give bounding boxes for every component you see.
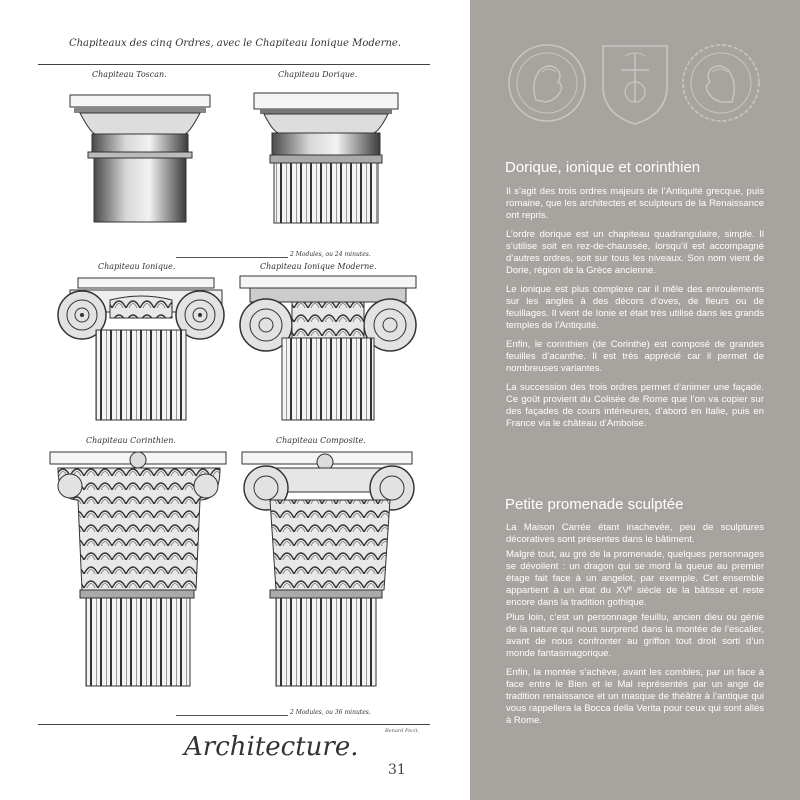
paragraph: La Maison Carrée étant inachevée, peu de sculptures décoratives sont présentes dans le bâtiment. [506, 522, 764, 545]
plate-bottom-rule [38, 724, 430, 725]
label-ionique: Chapiteau Ionique. [98, 262, 176, 271]
scale-label-bottom: 2 Modules, ou 36 minutes. [290, 709, 371, 716]
section-heading-orders: Dorique, ionique et corinthien [505, 159, 701, 176]
scale-label-top: 2 Modules, ou 24 minutes. [290, 251, 371, 258]
ionique-capital [58, 278, 224, 420]
paragraph: Il s’agit des trois ordres majeurs de l’Antiquité grecque, puis romaine, que les architectes et sculpteurs de la Renaissance ont repris. [506, 186, 764, 221]
profile-medallion-icon [506, 42, 588, 124]
corinthien-capital [50, 452, 226, 686]
page-number: 31 [388, 762, 406, 778]
dorique-capital [254, 93, 398, 223]
label-ionique-moderne: Chapiteau Ionique Moderne. [260, 262, 377, 271]
paragraph: Enfin, la montée s’achève, avant les combles, par un face à face entre le Bien et le Mal représentés par un ange de tradition renaissance et un masque de théâtre à l’antique qui vous rappellera la Bocca della Verita pour ceux qui sont allés à Rome. [506, 667, 764, 726]
paragraph: Le ionique est plus complexe car il mêle des enroulements sur les angles à des décors d’oves, de fleurs ou de feuillages. Il vient de Ionie et était très utilisé dans les grands temples de l’Antiquité. [506, 284, 764, 331]
paragraph: La succession des trois ordres permet d’animer une façade. Ce goût provient du Colisée de Rome que l’on va copier sur des façades de cours intérieures, d’abord en Italie, puis en France via le château d’Amboise. [506, 382, 764, 429]
paragraph: L’ordre dorique est un chapiteau quadrangulaire, simple. Il s’utilise soit en rez-de-chaussée, lorsqu’il est accompagné d’autres ordres, soit sur tous les niveaux. Son nom vient de Dorie, région de la Grèce ancienne. [506, 229, 764, 276]
section-promenade-text [506, 522, 764, 734]
plate-footer-title: Architecture. [184, 732, 359, 762]
profile-medallion-icon [680, 42, 762, 124]
label-toscan: Chapiteau Toscan. [92, 70, 167, 79]
engraver-signature: Benard Fecit. [385, 728, 420, 734]
toscan-capital [70, 95, 210, 222]
label-dorique: Chapiteau Dorique. [278, 70, 358, 79]
section-heading-promenade: Petite promenade sculptée [505, 496, 684, 513]
heraldic-shield-icon [597, 40, 673, 128]
composite-capital [242, 452, 414, 686]
paragraph: Enfin, le corinthien (de Corinthe) est composé de grandes feuilles d’acanthe. Il est très apprécié car il permet de nombreuses variantes. [506, 339, 764, 374]
label-corinthien: Chapiteau Corinthien. [86, 436, 176, 445]
paragraph: Plus loin, c’est un personnage feuillu, ancien dieu ou génie de la nature qui nous surprend dans la montée de l’escalier, avant de nous confronter au griffon tout droit sorti d’un monde fantasmagorique. [506, 612, 764, 659]
paragraph: Malgré tout, au gré de la promenade, quelques personnages se dévoilent : un dragon qui se mord la queue au premier étage fait face à un angelot, par exemple. Cet ensemble appartient à un état du XVᴵᴵ siècle de la bâtisse et reste encore dans la tradition gothique. [506, 549, 764, 608]
plate-title: Chapiteaux des cinq Ordres, avec le Chapiteau Ionique Moderne. [68, 38, 402, 49]
section-orders-text [506, 186, 764, 437]
ionique-moderne-capital [240, 276, 416, 420]
label-composite: Chapiteau Composite. [276, 436, 366, 445]
